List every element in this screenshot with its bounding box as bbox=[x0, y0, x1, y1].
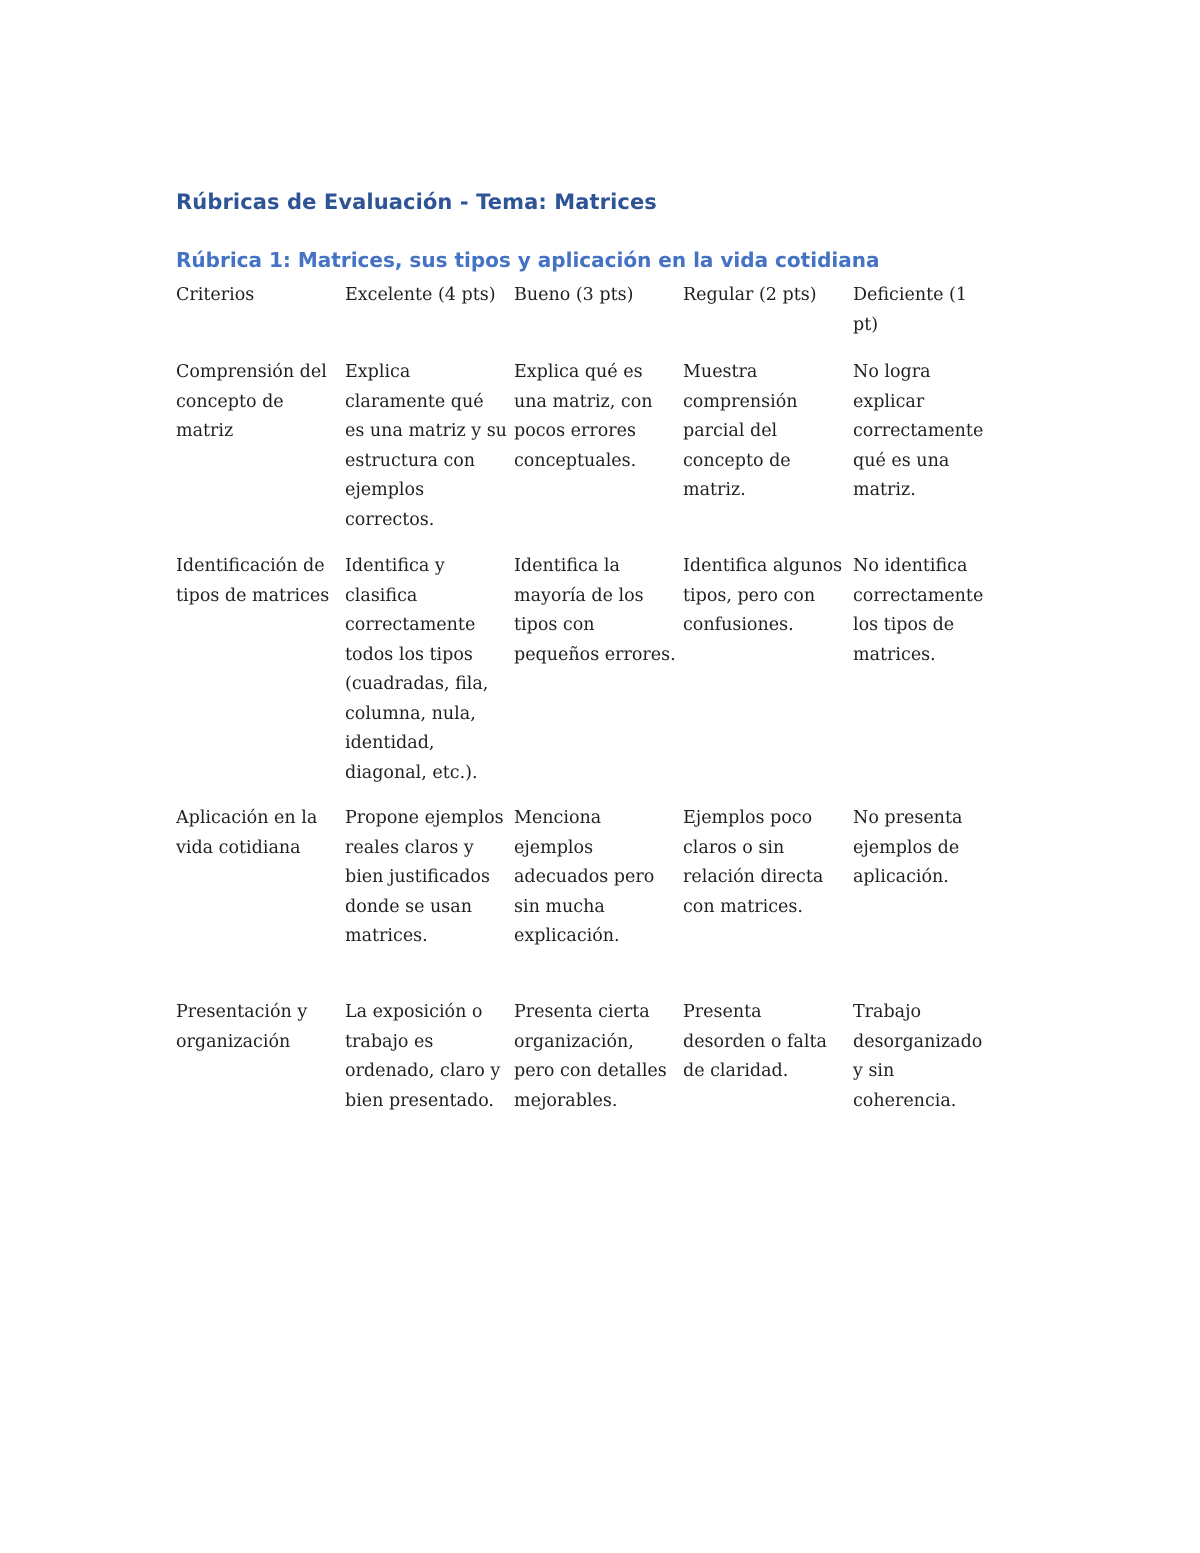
table-row bbox=[176, 804, 1026, 998]
bueno-cell: Menciona ejemplos adecuados pero sin mucha explicación. bbox=[514, 808, 655, 946]
table-row bbox=[176, 998, 1026, 1158]
deficiente-cell: No identifica correctamente los tipos de matrices. bbox=[853, 556, 984, 665]
header-excelente: Excelente (4 pts) bbox=[345, 285, 496, 305]
regular-cell: Muestra comprensión parcial del concepto de matriz. bbox=[683, 362, 798, 500]
header-bueno: Bueno (3 pts) bbox=[514, 285, 634, 305]
table-row bbox=[176, 552, 1026, 804]
rubric-table bbox=[176, 281, 1026, 1158]
excelente-cell: Propone ejemplos reales claros y bien justificados donde se usan matrices. bbox=[345, 808, 504, 946]
excelente-cell: Identifica y clasifica correctamente todos los tipos (cuadradas, fila, columna, nula, identidad, diagonal, etc.). bbox=[345, 556, 489, 783]
excelente-cell: Explica claramente qué es una matriz y su estructura con ejemplos correctos. bbox=[345, 362, 507, 530]
deficiente-cell: Trabajo desorganizado y sin coherencia. bbox=[853, 1002, 983, 1111]
bueno-cell: Presenta cierta organización, pero con detalles mejorables. bbox=[514, 1002, 667, 1111]
deficiente-cell: No presenta ejemplos de aplicación. bbox=[853, 808, 963, 887]
criterion-cell: Aplicación en la vida cotidiana bbox=[176, 808, 318, 858]
table-row bbox=[176, 358, 1026, 552]
document-title: Rúbricas de Evaluación - Tema: Matrices bbox=[176, 190, 657, 214]
header-regular: Regular (2 pts) bbox=[683, 285, 817, 305]
header-deficiente: Deficiente (1 pt) bbox=[853, 285, 967, 335]
excelente-cell: La exposición o trabajo es ordenado, claro y bien presentado. bbox=[345, 1002, 501, 1111]
bueno-cell: Explica qué es una matriz, con pocos errores conceptuales. bbox=[514, 362, 653, 471]
regular-cell: Identifica algunos tipos, pero con confusiones. bbox=[683, 556, 843, 635]
deficiente-cell: No logra explicar correctamente qué es una matriz. bbox=[853, 362, 984, 500]
criterion-cell: Identificación de tipos de matrices bbox=[176, 556, 330, 606]
rubric-title: Rúbrica 1: Matrices, sus tipos y aplicación en la vida cotidiana bbox=[176, 248, 880, 272]
bueno-cell: Identifica la mayoría de los tipos con pequeños errores. bbox=[514, 556, 676, 665]
regular-cell: Ejemplos poco claros o sin relación directa con matrices. bbox=[683, 808, 824, 917]
criterion-cell: Presentación y organización bbox=[176, 1002, 308, 1052]
table-header-row bbox=[176, 281, 1026, 358]
criterion-cell: Comprensión del concepto de matriz bbox=[176, 362, 327, 441]
regular-cell: Presenta desorden o falta de claridad. bbox=[683, 1002, 827, 1081]
header-criterios: Criterios bbox=[176, 285, 255, 305]
